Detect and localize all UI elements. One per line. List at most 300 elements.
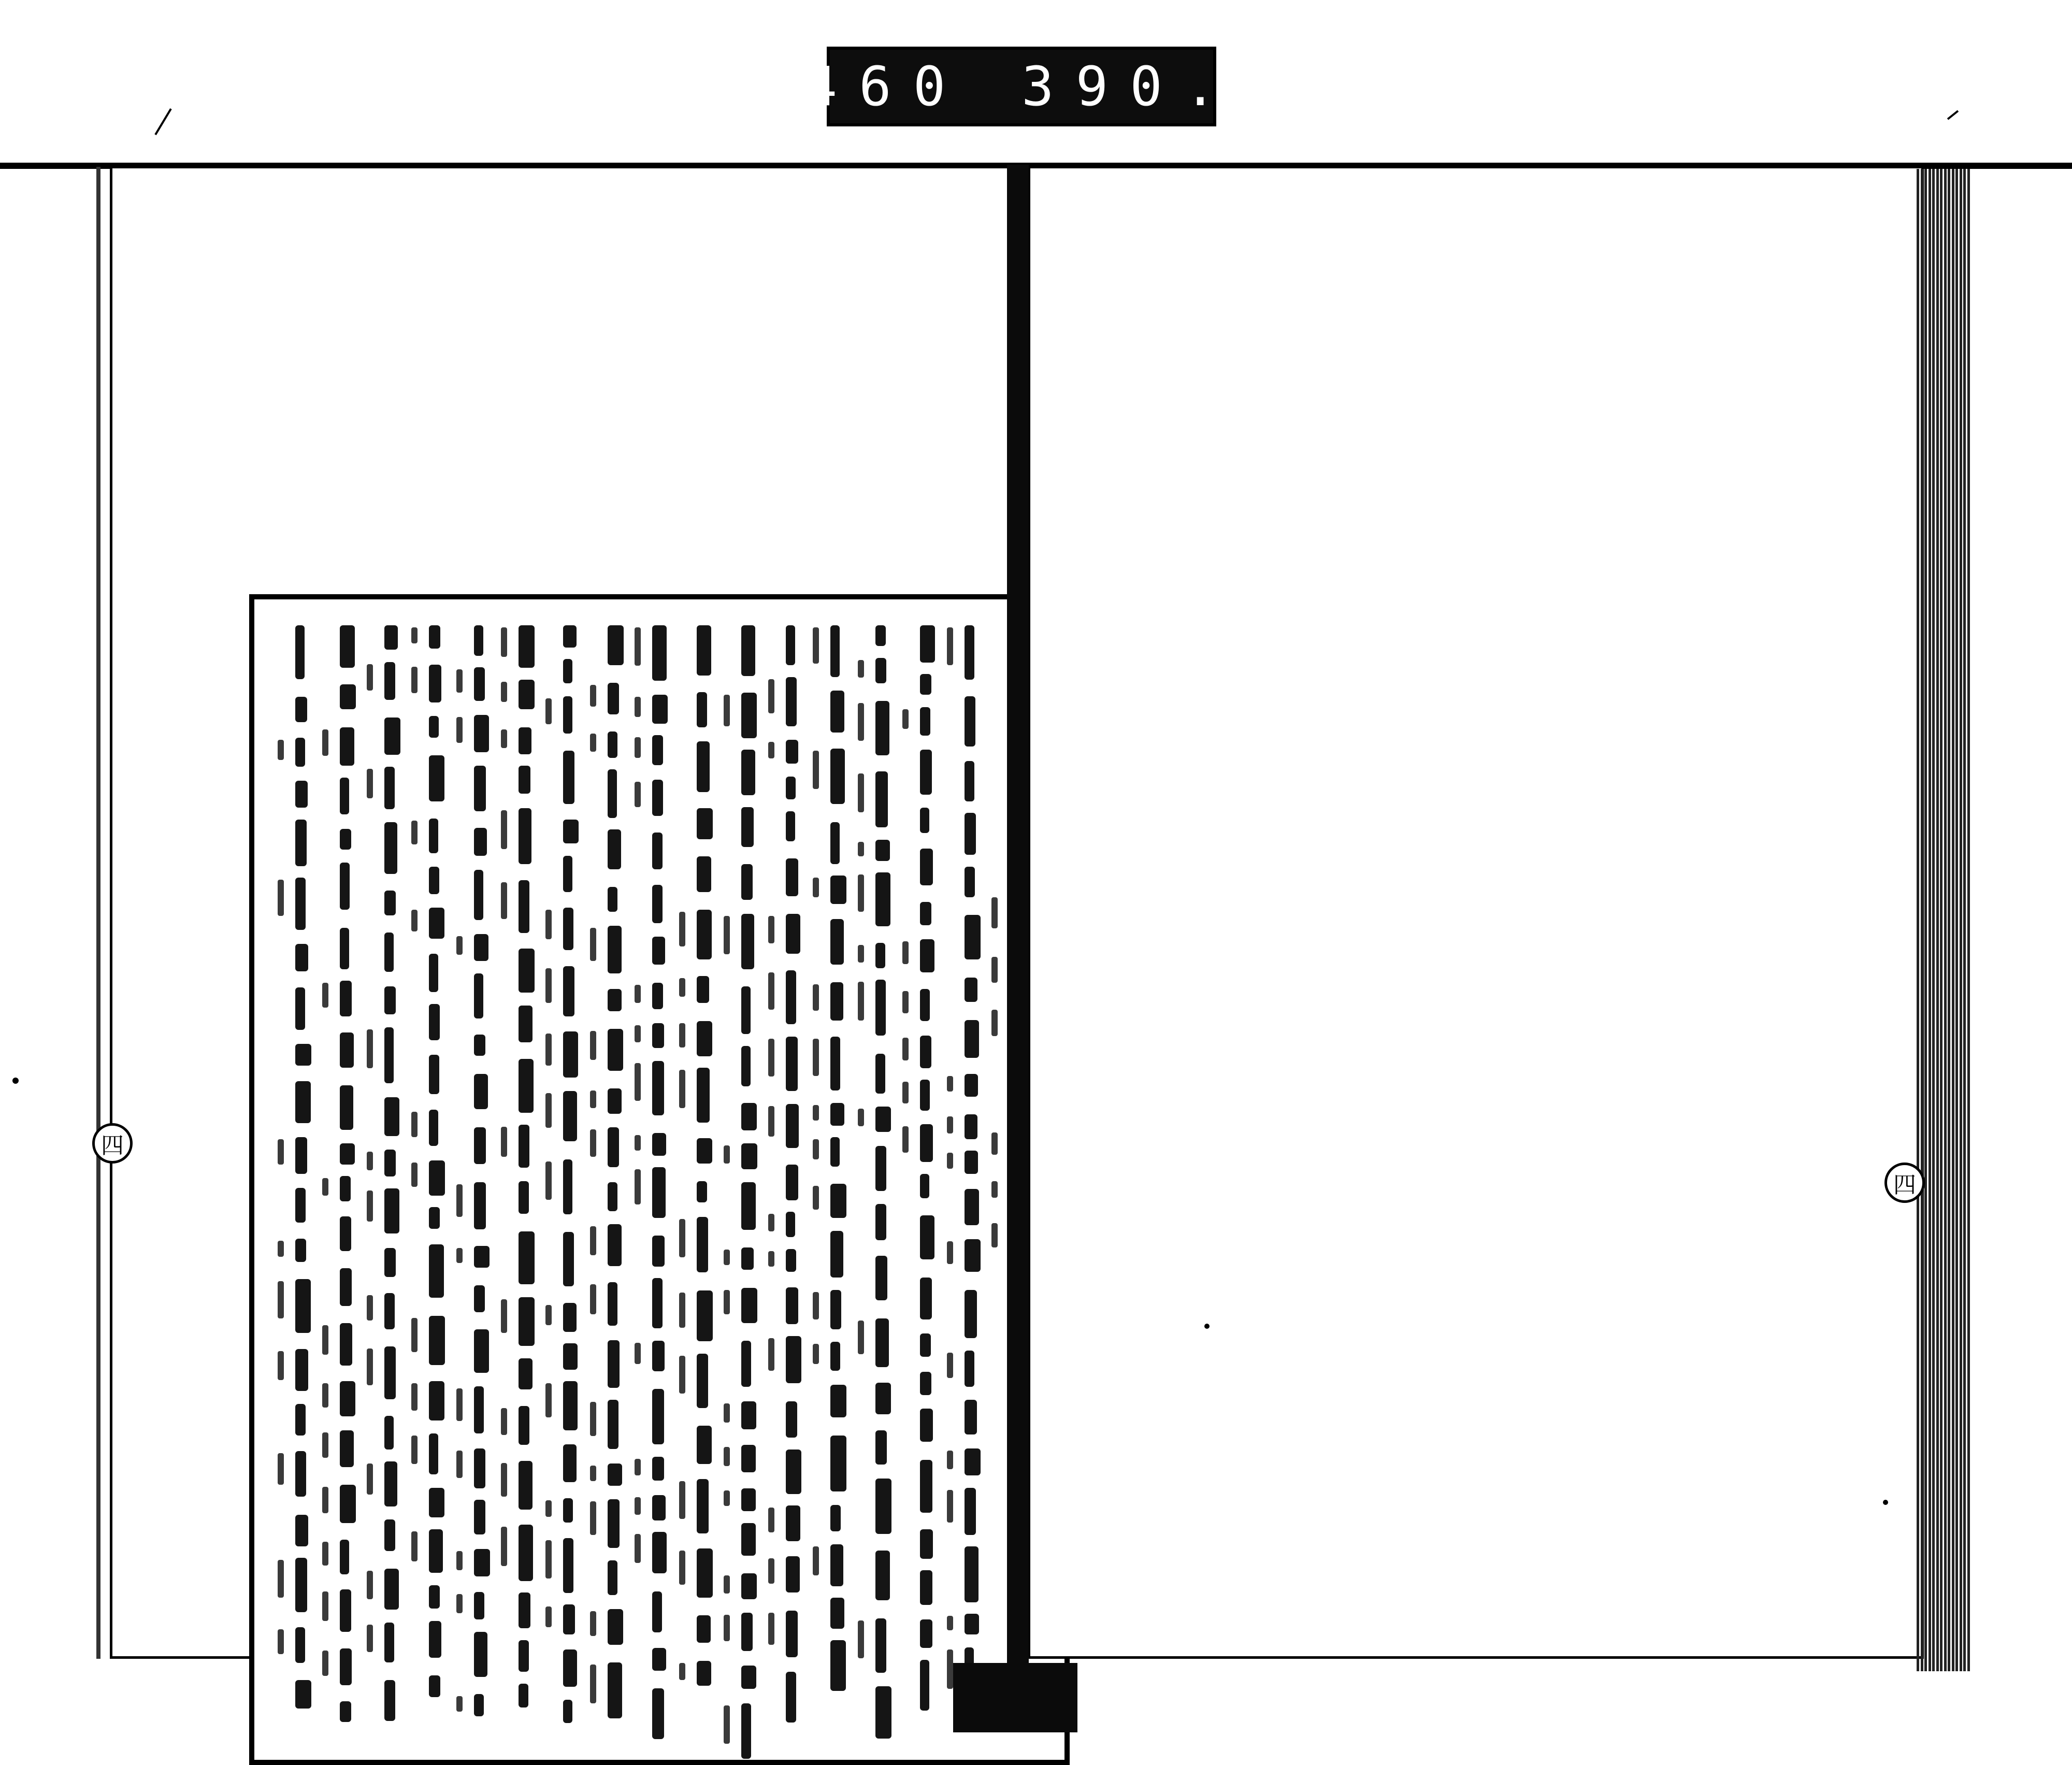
glyph-placeholder (563, 1538, 573, 1593)
glyph-placeholder (965, 1189, 979, 1225)
glyph-placeholder (786, 1287, 798, 1324)
glyph-placeholder (429, 1675, 440, 1697)
ruby-placeholder (724, 1250, 730, 1265)
glyph-placeholder (519, 1684, 528, 1707)
glyph-placeholder (429, 1160, 445, 1196)
glyph-placeholder (741, 1445, 756, 1472)
glyph-placeholder (384, 718, 400, 755)
glyph-placeholder (474, 1182, 486, 1229)
glyph-placeholder (295, 1680, 311, 1709)
ruby-placeholder (322, 1542, 328, 1566)
ruby-placeholder (590, 1611, 596, 1636)
ruby-placeholder (813, 1546, 819, 1575)
glyph-placeholder (920, 1174, 929, 1198)
glyph-placeholder (697, 1290, 713, 1341)
glyph-placeholder (429, 1585, 440, 1609)
page-edge-line (1936, 169, 1939, 1671)
glyph-placeholder (697, 1548, 713, 1598)
glyph-placeholder (875, 1551, 890, 1600)
glyph-placeholder (741, 750, 755, 795)
glyph-placeholder (875, 1204, 886, 1240)
glyph-placeholder (741, 807, 754, 847)
glyph-placeholder (519, 727, 531, 754)
glyph-placeholder (608, 1609, 623, 1645)
ruby-placeholder (768, 742, 774, 758)
glyph-placeholder (340, 1268, 352, 1306)
glyph-placeholder (608, 1282, 617, 1326)
glyph-placeholder (786, 1165, 798, 1200)
glyph-placeholder (295, 1627, 305, 1663)
glyph-placeholder (920, 849, 933, 885)
glyph-placeholder (741, 1288, 757, 1323)
glyph-placeholder (652, 1133, 666, 1156)
glyph-placeholder (920, 1619, 932, 1648)
ruby-placeholder (858, 874, 864, 912)
ruby-placeholder (724, 1490, 730, 1506)
left-text-frame (249, 594, 1070, 1765)
ruby-placeholder (679, 1293, 685, 1328)
ruby-placeholder (635, 1534, 641, 1563)
glyph-placeholder (563, 696, 572, 734)
glyph-placeholder (384, 1680, 395, 1721)
glyph-placeholder (965, 1400, 977, 1434)
glyph-placeholder (563, 751, 574, 804)
ruby-placeholder (635, 1025, 641, 1042)
glyph-placeholder (830, 1436, 846, 1491)
scan-mark (1948, 111, 1958, 119)
glyph-placeholder (429, 1055, 439, 1094)
ruby-placeholder (635, 1169, 641, 1204)
glyph-placeholder (563, 1604, 575, 1634)
glyph-placeholder (295, 944, 308, 971)
ruby-placeholder (367, 1029, 373, 1068)
ruby-placeholder (724, 916, 730, 954)
ruby-placeholder (947, 1616, 953, 1630)
page-edge-line (1929, 169, 1931, 1671)
glyph-placeholder (697, 1068, 710, 1123)
ruby-placeholder (590, 1031, 596, 1060)
glyph-placeholder (786, 1672, 796, 1723)
glyph-placeholder (741, 1666, 756, 1689)
glyph-placeholder (340, 1430, 354, 1467)
ruby-placeholder (501, 882, 507, 919)
glyph-placeholder (519, 625, 535, 668)
glyph-placeholder (608, 1029, 623, 1071)
page-edge-line (1960, 169, 1962, 1671)
glyph-placeholder (875, 771, 888, 827)
ruby-placeholder (322, 1178, 328, 1196)
glyph-placeholder (697, 1615, 711, 1643)
ruby-placeholder (456, 1594, 463, 1613)
glyph-placeholder (875, 1054, 885, 1094)
glyph-placeholder (295, 1558, 307, 1612)
ruby-placeholder (411, 667, 418, 693)
ruby-placeholder (278, 1139, 284, 1165)
glyph-placeholder (786, 677, 797, 726)
glyph-placeholder (340, 1701, 351, 1722)
glyph-placeholder (429, 1244, 444, 1298)
glyph-placeholder (608, 926, 622, 973)
glyph-placeholder (786, 625, 795, 665)
glyph-placeholder (830, 1385, 846, 1417)
glyph-placeholder (384, 1188, 399, 1233)
glyph-placeholder (652, 625, 667, 681)
glyph-placeholder (474, 1632, 487, 1677)
ruby-placeholder (947, 1241, 953, 1264)
ruby-placeholder (991, 1132, 998, 1155)
ruby-placeholder (367, 1190, 373, 1222)
glyph-placeholder (340, 1143, 355, 1165)
glyph-placeholder (340, 1540, 349, 1574)
ruby-placeholder (545, 968, 552, 1003)
ruby-placeholder (947, 1649, 953, 1689)
ruby-placeholder (501, 1463, 507, 1497)
ruby-placeholder (501, 682, 507, 702)
glyph-placeholder (786, 777, 796, 799)
glyph-placeholder (786, 914, 800, 954)
glyph-placeholder (786, 1212, 795, 1237)
glyph-placeholder (295, 1239, 306, 1262)
glyph-placeholder (920, 625, 935, 663)
ruby-placeholder (902, 709, 909, 729)
glyph-placeholder (340, 1323, 352, 1366)
page-edge-line (1924, 169, 1927, 1671)
glyph-placeholder (697, 976, 709, 1003)
glyph-placeholder (384, 1293, 395, 1329)
ruby-placeholder (411, 1318, 418, 1352)
ruby-placeholder (679, 912, 685, 946)
glyph-placeholder (786, 1450, 801, 1494)
text-column (425, 620, 448, 1739)
ruby-placeholder (456, 1696, 463, 1712)
glyph-placeholder (920, 1660, 929, 1711)
ruby-placeholder (545, 1540, 552, 1579)
ruby-placeholder (501, 729, 507, 748)
glyph-placeholder (741, 914, 754, 969)
glyph-placeholder (830, 1184, 846, 1218)
glyph-placeholder (741, 1182, 756, 1230)
glyph-placeholder (965, 1114, 977, 1139)
glyph-placeholder (741, 1046, 751, 1086)
book-left-edge (96, 167, 100, 1659)
ruby-placeholder (590, 1402, 596, 1436)
glyph-placeholder (741, 1103, 757, 1130)
glyph-placeholder (474, 1127, 486, 1164)
ruby-placeholder (724, 1403, 730, 1423)
glyph-placeholder (295, 1451, 306, 1497)
glyph-placeholder (697, 1661, 711, 1686)
ruby-placeholder (590, 1501, 596, 1535)
ruby-placeholder (679, 1551, 685, 1585)
ruby-placeholder (813, 984, 819, 1011)
ruby-placeholder (411, 1531, 418, 1561)
glyph-placeholder (384, 1623, 394, 1662)
glyph-placeholder (652, 695, 668, 724)
ruby-placeholder (768, 1338, 774, 1371)
glyph-placeholder (340, 928, 349, 969)
glyph-placeholder (965, 625, 974, 680)
glyph-placeholder (429, 1381, 444, 1420)
ruby-placeholder (902, 1126, 909, 1153)
ruby-placeholder (635, 627, 641, 666)
glyph-placeholder (384, 1461, 397, 1506)
glyph-placeholder (608, 1127, 619, 1167)
glyph-placeholder (830, 1342, 840, 1371)
ruby-placeholder (590, 1284, 596, 1314)
ruby-placeholder (590, 1226, 596, 1255)
glyph-placeholder (563, 820, 579, 843)
glyph-placeholder (830, 625, 840, 677)
glyph-placeholder (429, 665, 441, 702)
glyph-placeholder (295, 987, 305, 1030)
glyph-placeholder (474, 1694, 484, 1716)
glyph-placeholder (563, 1343, 578, 1370)
glyph-placeholder (474, 828, 487, 856)
ruby-placeholder (411, 1383, 418, 1411)
ruby-placeholder (545, 1305, 552, 1325)
glyph-placeholder (474, 870, 483, 920)
glyph-placeholder (741, 1341, 751, 1387)
glyph-placeholder (830, 1037, 840, 1090)
glyph-placeholder (830, 1640, 846, 1691)
ruby-placeholder (768, 1508, 774, 1532)
ruby-placeholder (679, 1356, 685, 1394)
glyph-placeholder (519, 880, 529, 933)
glyph-placeholder (920, 1215, 934, 1259)
glyph-placeholder (830, 749, 845, 804)
glyph-placeholder (741, 1247, 754, 1270)
ruby-placeholder (278, 1351, 284, 1380)
glyph-placeholder (652, 1688, 664, 1739)
ruby-placeholder (768, 1039, 774, 1077)
glyph-placeholder (920, 1333, 931, 1357)
glyph-placeholder (786, 1611, 798, 1657)
glyph-placeholder (697, 1426, 712, 1464)
ruby-placeholder (813, 1186, 819, 1210)
glyph-placeholder (340, 863, 350, 910)
glyph-placeholder (295, 1515, 308, 1546)
ruby-placeholder (813, 751, 819, 789)
glyph-placeholder (563, 1444, 577, 1482)
glyph-placeholder (608, 625, 624, 665)
ruby-placeholder (590, 1129, 596, 1157)
glyph-placeholder (920, 707, 930, 736)
glyph-placeholder (830, 822, 840, 864)
ruby-placeholder (456, 669, 463, 693)
glyph-placeholder (295, 625, 305, 679)
ruby-placeholder (768, 1106, 774, 1137)
ruby-placeholder (947, 1116, 953, 1133)
glyph-placeholder (340, 1176, 351, 1201)
glyph-placeholder (608, 887, 617, 912)
ruby-placeholder (947, 1353, 953, 1378)
glyph-placeholder (652, 1061, 664, 1115)
glyph-placeholder (384, 767, 395, 809)
glyph-placeholder (429, 1316, 445, 1365)
ruby-placeholder (322, 1432, 328, 1458)
glyph-placeholder (608, 989, 622, 1011)
glyph-placeholder (295, 1137, 307, 1174)
glyph-placeholder (652, 1495, 666, 1520)
ruby-placeholder (635, 697, 641, 717)
glyph-placeholder (429, 1433, 438, 1474)
ruby-placeholder (590, 685, 596, 707)
page-edge-line (1948, 169, 1950, 1671)
text-column (916, 620, 939, 1739)
glyph-placeholder (741, 625, 755, 676)
text-column (693, 620, 715, 1739)
ruby-placeholder (947, 1076, 953, 1092)
ruby-placeholder (813, 1105, 819, 1121)
ruby-placeholder (679, 1219, 685, 1257)
glyph-placeholder (920, 808, 929, 833)
ruby-placeholder (679, 978, 685, 997)
glyph-placeholder (608, 1463, 622, 1486)
glyph-placeholder (920, 989, 930, 1021)
glyph-placeholder (920, 939, 934, 972)
binding-gutter (1007, 165, 1029, 1719)
glyph-placeholder (384, 822, 397, 874)
glyph-placeholder (563, 966, 574, 1016)
page-edge-line (1921, 169, 1923, 1671)
glyph-placeholder (519, 1358, 533, 1389)
glyph-placeholder (474, 1074, 488, 1109)
ruby-placeholder (278, 1453, 284, 1485)
ruby-placeholder (724, 1447, 730, 1466)
ruby-placeholder (947, 1451, 953, 1469)
glyph-placeholder (384, 1150, 396, 1176)
glyph-placeholder (830, 876, 846, 904)
text-column (782, 620, 804, 1739)
glyph-placeholder (384, 1346, 396, 1399)
text-column (336, 620, 358, 1739)
right-page (1028, 166, 1924, 1659)
glyph-placeholder (652, 937, 665, 965)
text-column (291, 620, 314, 1739)
ruby-placeholder (456, 1248, 463, 1263)
glyph-placeholder (519, 808, 531, 864)
glyph-placeholder (741, 1573, 757, 1599)
glyph-placeholder (474, 1035, 485, 1056)
glyph-placeholder (875, 1318, 889, 1367)
glyph-placeholder (697, 910, 712, 959)
glyph-placeholder (965, 1020, 979, 1058)
ruby-placeholder (858, 1620, 864, 1658)
ruby-placeholder (902, 1082, 909, 1103)
ruby-placeholder (635, 782, 641, 807)
glyph-placeholder (741, 1523, 756, 1556)
glyph-placeholder (563, 1649, 577, 1687)
ruby-placeholder (367, 1571, 373, 1599)
glyph-placeholder (608, 1224, 622, 1266)
glyph-placeholder (875, 1686, 891, 1739)
glyph-placeholder (830, 1290, 841, 1329)
glyph-placeholder (608, 1088, 622, 1114)
ruby-placeholder (902, 941, 909, 964)
glyph-placeholder (786, 740, 798, 764)
ruby-placeholder (679, 1663, 685, 1680)
glyph-placeholder (608, 1400, 618, 1449)
ruby-placeholder (991, 897, 998, 928)
glyph-placeholder (920, 1529, 933, 1559)
glyph-placeholder (652, 1236, 665, 1267)
ruby-placeholder (635, 737, 641, 758)
glyph-placeholder (652, 885, 663, 923)
glyph-placeholder (429, 1207, 440, 1229)
glyph-placeholder (474, 1285, 485, 1312)
glyph-placeholder (295, 1044, 311, 1066)
glyph-placeholder (340, 1085, 353, 1130)
glyph-placeholder (697, 808, 713, 839)
glyph-placeholder (830, 1505, 841, 1531)
ruby-placeholder (411, 821, 418, 844)
glyph-placeholder (474, 667, 485, 701)
page-edge-line (1940, 169, 1942, 1671)
glyph-placeholder (429, 1621, 441, 1658)
glyph-placeholder (920, 1570, 932, 1605)
ruby-placeholder (768, 1214, 774, 1231)
ruby-placeholder (545, 1383, 552, 1417)
glyph-placeholder (920, 902, 931, 925)
glyph-placeholder (965, 1074, 978, 1097)
glyph-placeholder (652, 735, 663, 765)
glyph-placeholder (830, 982, 843, 1021)
glyph-placeholder (563, 1031, 578, 1078)
ruby-placeholder (367, 1348, 373, 1385)
text-column (826, 620, 849, 1739)
glyph-placeholder (875, 1383, 891, 1414)
ruby-placeholder (590, 928, 596, 961)
ruby-placeholder (367, 769, 373, 798)
glyph-placeholder (429, 1004, 440, 1040)
glyph-placeholder (340, 1648, 352, 1685)
ruby-placeholder (635, 985, 641, 1003)
ruby-placeholder (456, 717, 463, 743)
glyph-placeholder (295, 738, 305, 767)
glyph-placeholder (429, 1529, 443, 1573)
ruby-placeholder (858, 945, 864, 963)
glyph-placeholder (384, 1519, 395, 1551)
frame-counter-label (804, 47, 1239, 126)
ruby-placeholder (858, 773, 864, 812)
ruby-placeholder (456, 1184, 463, 1217)
glyph-placeholder (563, 1381, 578, 1430)
glyph-placeholder (608, 769, 617, 818)
ruby-placeholder (858, 982, 864, 1021)
glyph-placeholder (741, 1703, 751, 1759)
glyph-placeholder (295, 697, 307, 722)
ruby-placeholder (501, 1527, 507, 1566)
ruby-placeholder (411, 910, 418, 931)
ruby-placeholder (768, 1558, 774, 1584)
ruby-placeholder (724, 1615, 730, 1641)
ruby-placeholder (724, 695, 730, 726)
glyph-placeholder (786, 1401, 797, 1438)
text-column (470, 620, 493, 1739)
ruby-placeholder (991, 957, 998, 983)
ruby-placeholder (278, 740, 284, 760)
ruby-placeholder (635, 1135, 641, 1151)
ruby-placeholder (635, 1063, 641, 1101)
glyph-placeholder (519, 766, 530, 794)
ruby-placeholder (902, 1038, 909, 1060)
text-column (603, 620, 626, 1739)
ruby-placeholder (947, 1490, 953, 1523)
ruby-placeholder (813, 1139, 819, 1159)
glyph-placeholder (652, 1389, 664, 1444)
glyph-placeholder (741, 986, 751, 1034)
glyph-placeholder (608, 1560, 617, 1595)
